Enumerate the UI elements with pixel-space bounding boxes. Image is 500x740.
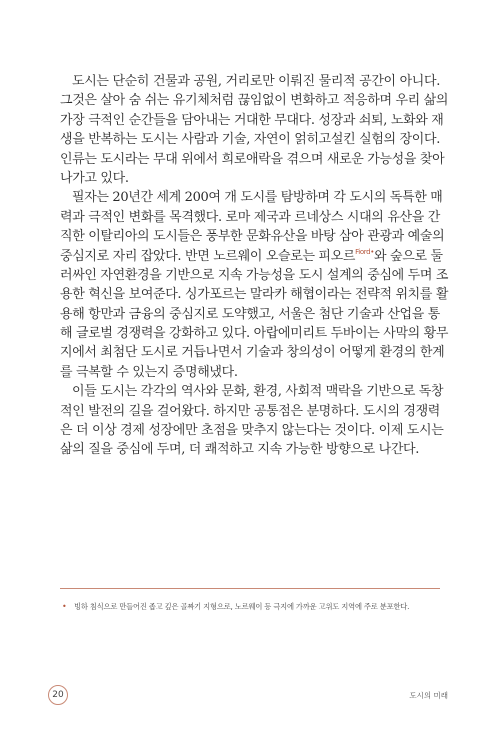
text-line: 가장 극적인 순간들을 담아내는 거대한 무대다. 성장과 쇠퇴, 노화와 재	[60, 112, 444, 128]
text-line: 력과 극적인 변화를 목격했다. 로마 제국과 르네상스 시대의 유산을 간	[60, 209, 440, 225]
fiord-term: Fiord	[355, 247, 371, 256]
paragraph-3	[60, 382, 444, 460]
text-line: 적인 발전의 길을 걸어왔다. 하지만 공통점은 분명하다. 도시의 경쟁력	[60, 403, 440, 419]
paragraph-1	[60, 72, 449, 188]
text-line: 생을 반복하는 도시는 사람과 기술, 자연이 얽히고설킨 실험의 장이다.	[60, 132, 440, 148]
text-line: 은 더 이상 경제 성장에만 초점을 맞추지 않는다는 것이다. 이제 도시는	[60, 423, 444, 439]
text-segment: 중심지로 자리 잡았다. 반면 노르웨이 오슬로는 피오르	[60, 248, 356, 264]
body-text	[60, 72, 449, 460]
running-title: 도시의 미래	[409, 691, 448, 700]
paragraph-2	[60, 188, 449, 382]
text-line-with-footnote	[60, 247, 443, 266]
footnote-marker: •	[370, 247, 375, 256]
text-line: 나가고 있다.	[60, 170, 129, 186]
footnote-divider	[60, 588, 440, 589]
text-line: 이들 도시는 각각의 역사와 문화, 환경, 사회적 맥락을 기반으로 독창	[72, 384, 444, 400]
text-line: 를 극복할 수 있는지 증명해냈다.	[60, 364, 238, 380]
text-line: 그것은 살아 숨 쉬는 유기체처럼 끊임없이 변화하고 적응하며 우리 삶의	[60, 93, 449, 109]
text-line: 직한 이탈리아의 도시들은 풍부한 문화유산을 바탕 삼아 관광과 예술의	[60, 229, 445, 245]
page-number: 20	[48, 685, 68, 705]
text-line: 필자는 20년간 세계 200여 개 도시를 탐방하며 각 도시의 독특한 매	[72, 190, 443, 206]
text-line: 인류는 도시라는 무대 위에서 희로애락을 겪으며 새로운 가능성을 찾아	[60, 151, 445, 167]
text-line: 용한 혁신을 보여준다. 싱가포르는 말라카 해협이라는 전략적 위치를 활	[60, 287, 449, 303]
text-line: 용해 항만과 금융의 중심지로 도약했고, 서울은 첨단 기술과 산업을 통	[60, 306, 440, 322]
footnote-text: 빙하 침식으로 만들어진 좁고 깊은 골짜기 지형으로, 노르웨이 등 극지에 가까운 고위도 지역에 주로 분포한다.	[74, 602, 410, 611]
footnote	[62, 600, 436, 613]
footnote-bullet: •	[62, 602, 67, 611]
text-line: 삶의 질을 중심에 두며, 더 쾌적하고 지속 가능한 방향으로 나간다.	[60, 442, 420, 458]
text-line: 도시는 단순히 건물과 공원, 거리로만 이뤄진 물리적 공간이 아니다.	[72, 74, 440, 89]
text-segment: 와 숲으로 둘	[374, 248, 443, 264]
text-line: 러싸인 자연환경을 기반으로 지속 가능성을 도시 설계의 중심에 두며 조	[60, 267, 449, 283]
fiord-superscript	[355, 248, 374, 256]
text-line: 해 글로벌 경쟁력을 강화하고 있다. 아랍에미리트 두바이는 사막의 황무	[60, 326, 449, 342]
text-line: 지에서 최첨단 도시로 거듭나면서 기술과 창의성이 어떻게 환경의 한계	[60, 345, 445, 361]
